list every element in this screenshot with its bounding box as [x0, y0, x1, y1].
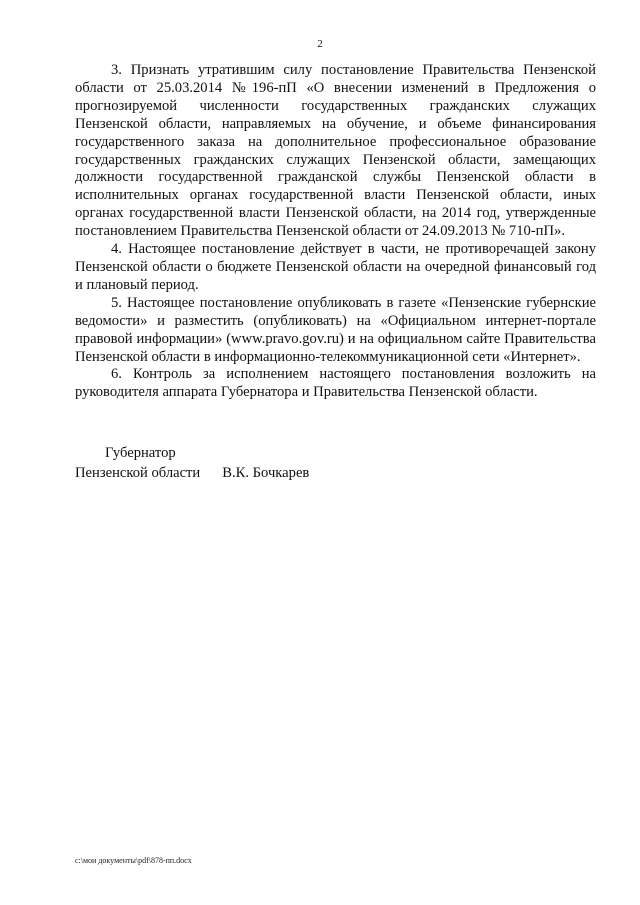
paragraph-6: 6. Контроль за исполнением настоящего постановления возложить на руководителя аппарата Губернатора и Правительства Пензенской области. [75, 366, 596, 401]
signatory-row [75, 463, 375, 483]
file-path-footer: c:\мои документы\pdf\878-пп.docx [75, 856, 192, 865]
document-body [75, 62, 596, 402]
paragraph-3: 3. Признать утратившим силу постановление Правительства Пензенской области от 25.03.2014 №196-пП «О внесении изменений в Предложения о прогнозируемой численности государственных гражданских служащих Пензенской области, направляемых на обучение, и объеме финансирования государственного заказа на дополнительное профессиональное образование государственных гражданских служащих Пензенской области, замещающих должности государственной гражданской службы Пензенской области в исполнительных органах государственной власти Пензенской области, иных органах государственной власти Пензенской области, на 2014 год, утвержденные постановлением Правительства Пензенской области от 24.09.2013 № 710-пП». [75, 62, 596, 240]
signatory-title: Губернатор [105, 445, 176, 461]
signatory-region: Пензенской области [75, 465, 201, 481]
paragraph-5: 5. Настоящее постановление опубликовать в газете «Пензенские губернские ведомости» и разместить (опубликовать) на «Официальном интернет-портале правовой информации» (www.pravo.gov.ru) и на официальном сайте Правительства Пензенской области в информационно-телекоммуникационной сети «Интернет». [75, 294, 596, 365]
paragraph-4: 4. Настоящее постановление действует в части, не противоречащей закону Пензенской области о бюджете Пензенской области на очередной финансовый год и плановый период. [75, 241, 596, 293]
signature-block [75, 443, 375, 483]
page-number: 2 [317, 38, 323, 50]
signatory-name: В.К. Бочкарев [222, 465, 310, 481]
